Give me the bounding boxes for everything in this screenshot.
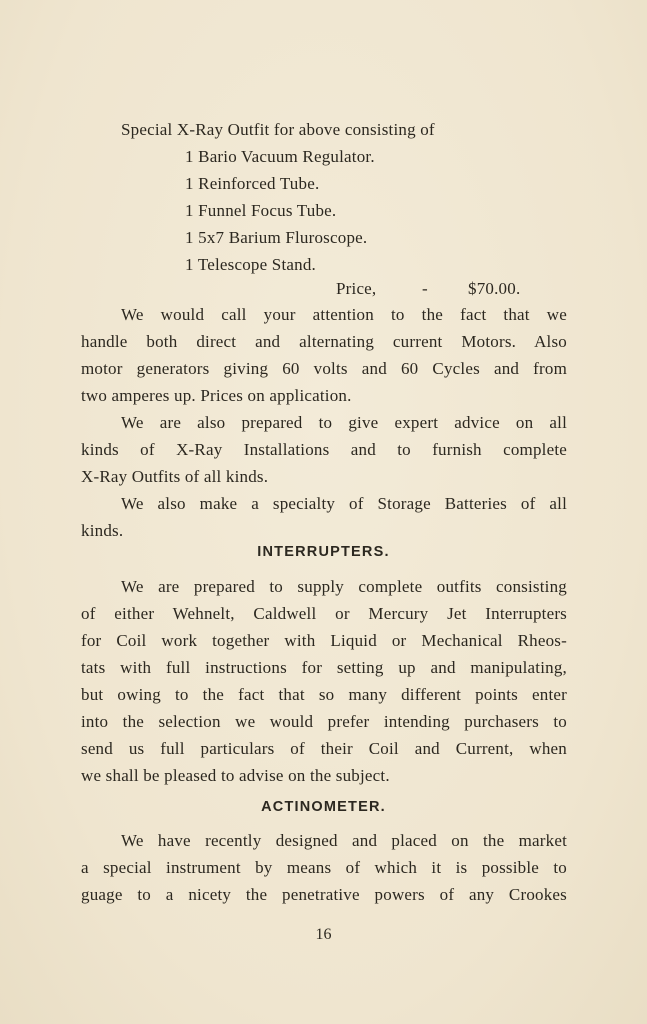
paragraph-line: tats with full instructions for setting up and manipulating, xyxy=(81,658,567,677)
paragraph-line: but owing to the fact that so many different points enter xyxy=(81,685,567,704)
paragraph-line: two amperes up. Prices on application. xyxy=(81,386,352,405)
paragraph-line: We would call your attention to the fact that we xyxy=(121,305,567,324)
paragraph-line: for Coil work together with Liquid or Mechanical Rheos- xyxy=(81,631,567,650)
outfit-item: 1 5x7 Barium Fluroscope. xyxy=(185,228,368,247)
paragraph-line: We are also prepared to give expert advice on all xyxy=(121,413,567,432)
paragraph-line: kinds of X-Ray Installations and to furnish complete xyxy=(81,440,567,459)
price-label: Price, xyxy=(336,279,377,298)
outfit-item: 1 Bario Vacuum Regulator. xyxy=(185,147,375,166)
paragraph-line: We are prepared to supply complete outfits consisting xyxy=(121,577,567,596)
paragraph-line: X-Ray Outfits of all kinds. xyxy=(81,467,269,486)
paragraph-line: of either Wehnelt, Caldwell or Mercury Jet Interrupters xyxy=(81,604,567,623)
paragraph-line: send us full particulars of their Coil and Current, when xyxy=(81,739,567,758)
paragraph-line: kinds. xyxy=(81,521,124,540)
paragraph-line: a special instrument by means of which it is possible to xyxy=(81,858,567,877)
price-value: $70.00. xyxy=(468,279,521,298)
outfit-item: 1 Reinforced Tube. xyxy=(185,174,320,193)
paragraph-line: into the selection we would prefer intending purchasers to xyxy=(81,712,567,731)
outfit-intro: Special X-Ray Outfit for above consisting of xyxy=(121,120,435,139)
paragraph-line: guage to a nicety the penetrative powers of any Crookes xyxy=(81,885,567,904)
paragraph-line: handle both direct and alternating current Motors. Also xyxy=(81,332,567,351)
paragraph-line: We also make a specialty of Storage Batteries of all xyxy=(121,494,567,513)
price-dash: - xyxy=(422,279,428,298)
paragraph-line: We have recently designed and placed on the market xyxy=(121,831,567,850)
outfit-item: 1 Telescope Stand. xyxy=(185,255,316,274)
paragraph-line: we shall be pleased to advise on the subject. xyxy=(81,766,390,785)
section-heading-interrupters: INTERRUPTERS. xyxy=(257,544,390,560)
section-heading-actinometer: ACTINOMETER. xyxy=(261,799,386,815)
outfit-item: 1 Funnel Focus Tube. xyxy=(185,201,337,220)
page-number: 16 xyxy=(315,926,332,943)
paragraph-line: motor generators giving 60 volts and 60 Cycles and from xyxy=(81,359,567,378)
